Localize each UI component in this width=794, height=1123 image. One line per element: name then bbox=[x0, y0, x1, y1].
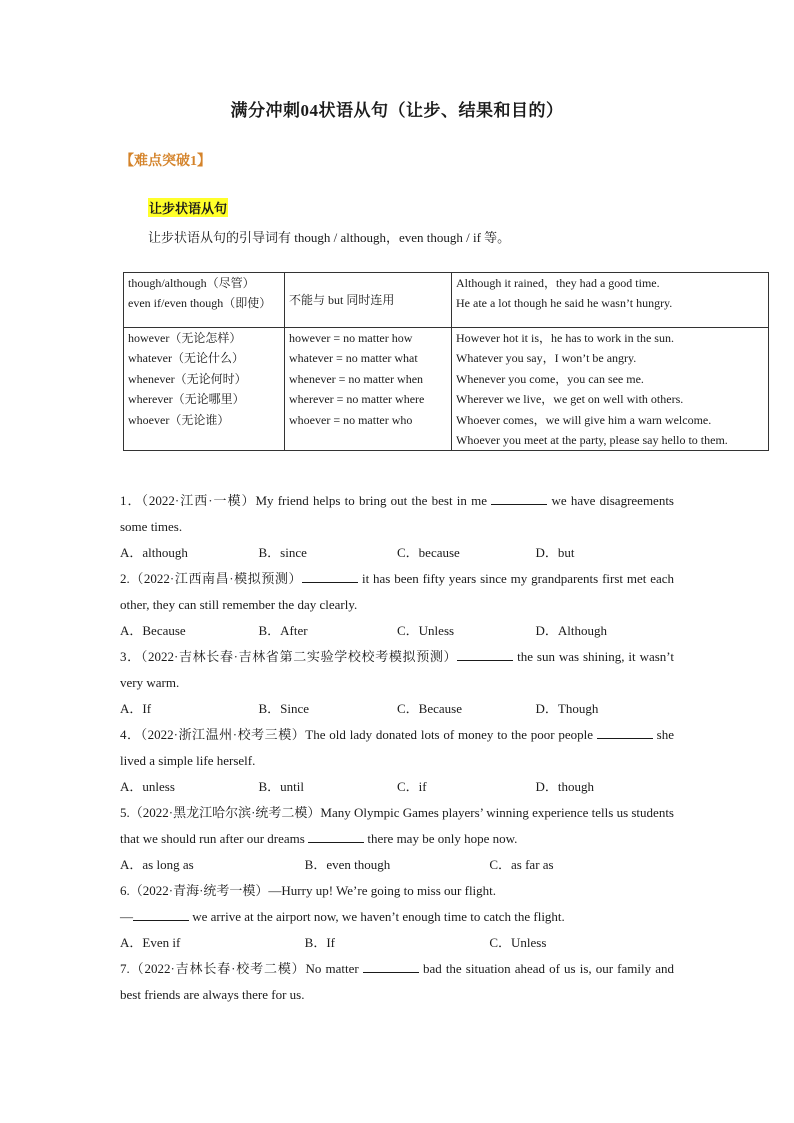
table-cell bbox=[452, 273, 769, 328]
question-stem-after: we have disagreements some times. bbox=[120, 493, 674, 534]
option-a[interactable]: A．unless bbox=[120, 779, 175, 794]
question-1 bbox=[120, 488, 674, 566]
section-tag: 【难点突破1】 bbox=[120, 154, 211, 169]
option-a[interactable]: A．as long as bbox=[120, 857, 194, 872]
options-row bbox=[120, 696, 674, 722]
option-b[interactable]: B．since bbox=[258, 545, 307, 560]
option-d[interactable]: D．but bbox=[535, 545, 575, 560]
question-text: 6.（2022·青海·统考一模）—Hurry up! We’re going to miss our flight. bbox=[120, 883, 497, 898]
option-d[interactable]: D．Though bbox=[535, 701, 599, 716]
answer-blank[interactable] bbox=[363, 959, 419, 973]
cell-line: whenever（无论何时） bbox=[128, 371, 247, 386]
cell-line: whoever = no matter who bbox=[289, 412, 413, 427]
cell-line: Whenever you come，you can see me. bbox=[456, 371, 644, 386]
option-a[interactable]: A．If bbox=[120, 701, 152, 716]
question-text bbox=[120, 644, 674, 696]
table-cell bbox=[285, 273, 452, 328]
question-3 bbox=[120, 644, 674, 722]
page-title: 满分冲刺04状语从句（让步、结果和目的） bbox=[230, 101, 564, 120]
question-6 bbox=[120, 878, 674, 956]
option-a[interactable]: A．Even if bbox=[120, 935, 181, 950]
question-stem-before: 5.（2022·黑龙江哈尔滨·统考二模）Many Olympic Games players’ winning experience tells us students that we should run after our dreams bbox=[120, 805, 674, 846]
table-row bbox=[124, 273, 769, 328]
table-cell bbox=[452, 328, 769, 451]
table-cell bbox=[285, 328, 452, 451]
question-stem-after: she lived a simple life herself. bbox=[120, 727, 674, 768]
option-b[interactable]: B．until bbox=[258, 779, 305, 794]
option-c[interactable]: C．because bbox=[397, 545, 460, 560]
answer-blank[interactable] bbox=[597, 725, 653, 739]
option-b[interactable]: B．If bbox=[304, 935, 336, 950]
question-text bbox=[120, 800, 674, 852]
intro-text: 让步状语从句的引导词有 though / although，even though / if 等。 bbox=[148, 230, 511, 245]
option-d[interactable]: D．though bbox=[535, 779, 595, 794]
cell-line: whatever（无论什么） bbox=[128, 351, 244, 366]
answer-blank[interactable] bbox=[457, 647, 513, 661]
question-stem-after: it has been fifty years since my grandparents first met each other, they can still remember the day clearly. bbox=[120, 571, 675, 612]
option-c[interactable]: C．if bbox=[397, 779, 427, 794]
answer-blank[interactable] bbox=[302, 569, 358, 583]
cell-line: even if/even though（即使） bbox=[128, 296, 272, 310]
option-c[interactable]: C．as far as bbox=[489, 857, 554, 872]
option-a[interactable]: A．Because bbox=[120, 623, 186, 638]
cell-line: He ate a lot though he said he wasn’t hungry. bbox=[456, 296, 673, 310]
option-c[interactable]: C．Unless bbox=[489, 935, 547, 950]
option-b[interactable]: B．even though bbox=[304, 857, 391, 872]
question-7 bbox=[120, 956, 674, 1008]
cell-line: 不能与 but 同时连用 bbox=[289, 293, 395, 307]
cell-line: Whatever you say，I won’t be angry. bbox=[456, 351, 637, 366]
table-cell bbox=[124, 273, 285, 328]
option-c[interactable]: C．Unless bbox=[397, 623, 455, 638]
answer-blank[interactable] bbox=[491, 491, 547, 505]
question-stem-after: the sun was shining, it wasn’t very warm. bbox=[120, 649, 674, 690]
option-b[interactable]: B．Since bbox=[258, 701, 310, 716]
question-text bbox=[120, 722, 674, 774]
option-d[interactable]: D．Although bbox=[535, 623, 608, 638]
option-c[interactable]: C．Because bbox=[397, 701, 462, 716]
cell-line: whatever = no matter what bbox=[289, 351, 418, 366]
question-list bbox=[120, 488, 674, 1008]
dash: — bbox=[120, 909, 133, 924]
question-stem-before: 3．（2022·吉林长春·吉林省第二实验学校校考模拟预测） bbox=[120, 649, 458, 664]
question-reply bbox=[120, 904, 674, 930]
grammar-table bbox=[123, 272, 769, 451]
cell-line: however = no matter how bbox=[289, 331, 413, 345]
cell-line: Whoever you meet at the party, please say hello to them. bbox=[456, 433, 728, 448]
cell-line: However hot it is，he has to work in the sun. bbox=[456, 331, 674, 345]
options-row bbox=[120, 852, 674, 878]
subheading: 让步状语从句 bbox=[148, 198, 228, 217]
answer-blank[interactable] bbox=[308, 829, 364, 843]
options-row bbox=[120, 540, 674, 566]
options-row bbox=[120, 774, 674, 800]
options-row bbox=[120, 930, 674, 956]
cell-line: wherever = no matter where bbox=[289, 392, 425, 407]
question-stem-before: 7.（2022·吉林长春·校考二模）No matter bbox=[120, 961, 363, 976]
question-stem-before: 1．（2022·江西·一模）My friend helps to bring out the best in me bbox=[120, 493, 492, 508]
cell-line: Wherever we live，we get on well with others. bbox=[456, 392, 684, 407]
question-stem-after: we arrive at the airport now, we haven’t enough time to catch the flight. bbox=[189, 909, 565, 924]
question-stem-after: bad the situation ahead of us is, our family and best friends are always there for us. bbox=[120, 961, 674, 1002]
question-5 bbox=[120, 800, 674, 878]
question-text bbox=[120, 488, 674, 540]
cell-line: whenever = no matter when bbox=[289, 371, 424, 386]
cell-line: though/although（尽管） bbox=[128, 276, 255, 290]
cell-line: wherever（无论哪里） bbox=[128, 392, 245, 407]
options-row bbox=[120, 618, 674, 644]
question-text bbox=[120, 566, 674, 618]
question-text bbox=[120, 956, 674, 1008]
cell-line: Whoever comes，we will give him a warn welcome. bbox=[456, 412, 712, 427]
option-b[interactable]: B．After bbox=[258, 623, 308, 638]
option-a[interactable]: A．although bbox=[120, 545, 188, 560]
table-row bbox=[124, 328, 769, 451]
question-stem-before: 4．（2022·浙江温州·校考三模）The old lady donated lots of money to the poor people bbox=[120, 727, 597, 742]
question-2 bbox=[120, 566, 674, 644]
question-stem-after: there may be only hope now. bbox=[364, 831, 518, 846]
answer-blank[interactable] bbox=[133, 907, 189, 921]
cell-line: however（无论怎样） bbox=[128, 331, 242, 345]
cell-line: Although it rained，they had a good time. bbox=[456, 276, 660, 290]
cell-line: whoever（无论谁） bbox=[128, 412, 230, 427]
question-stem-before: 2.（2022·江西南昌·模拟预测） bbox=[120, 571, 303, 586]
table-cell bbox=[124, 328, 285, 451]
question-4 bbox=[120, 722, 674, 800]
